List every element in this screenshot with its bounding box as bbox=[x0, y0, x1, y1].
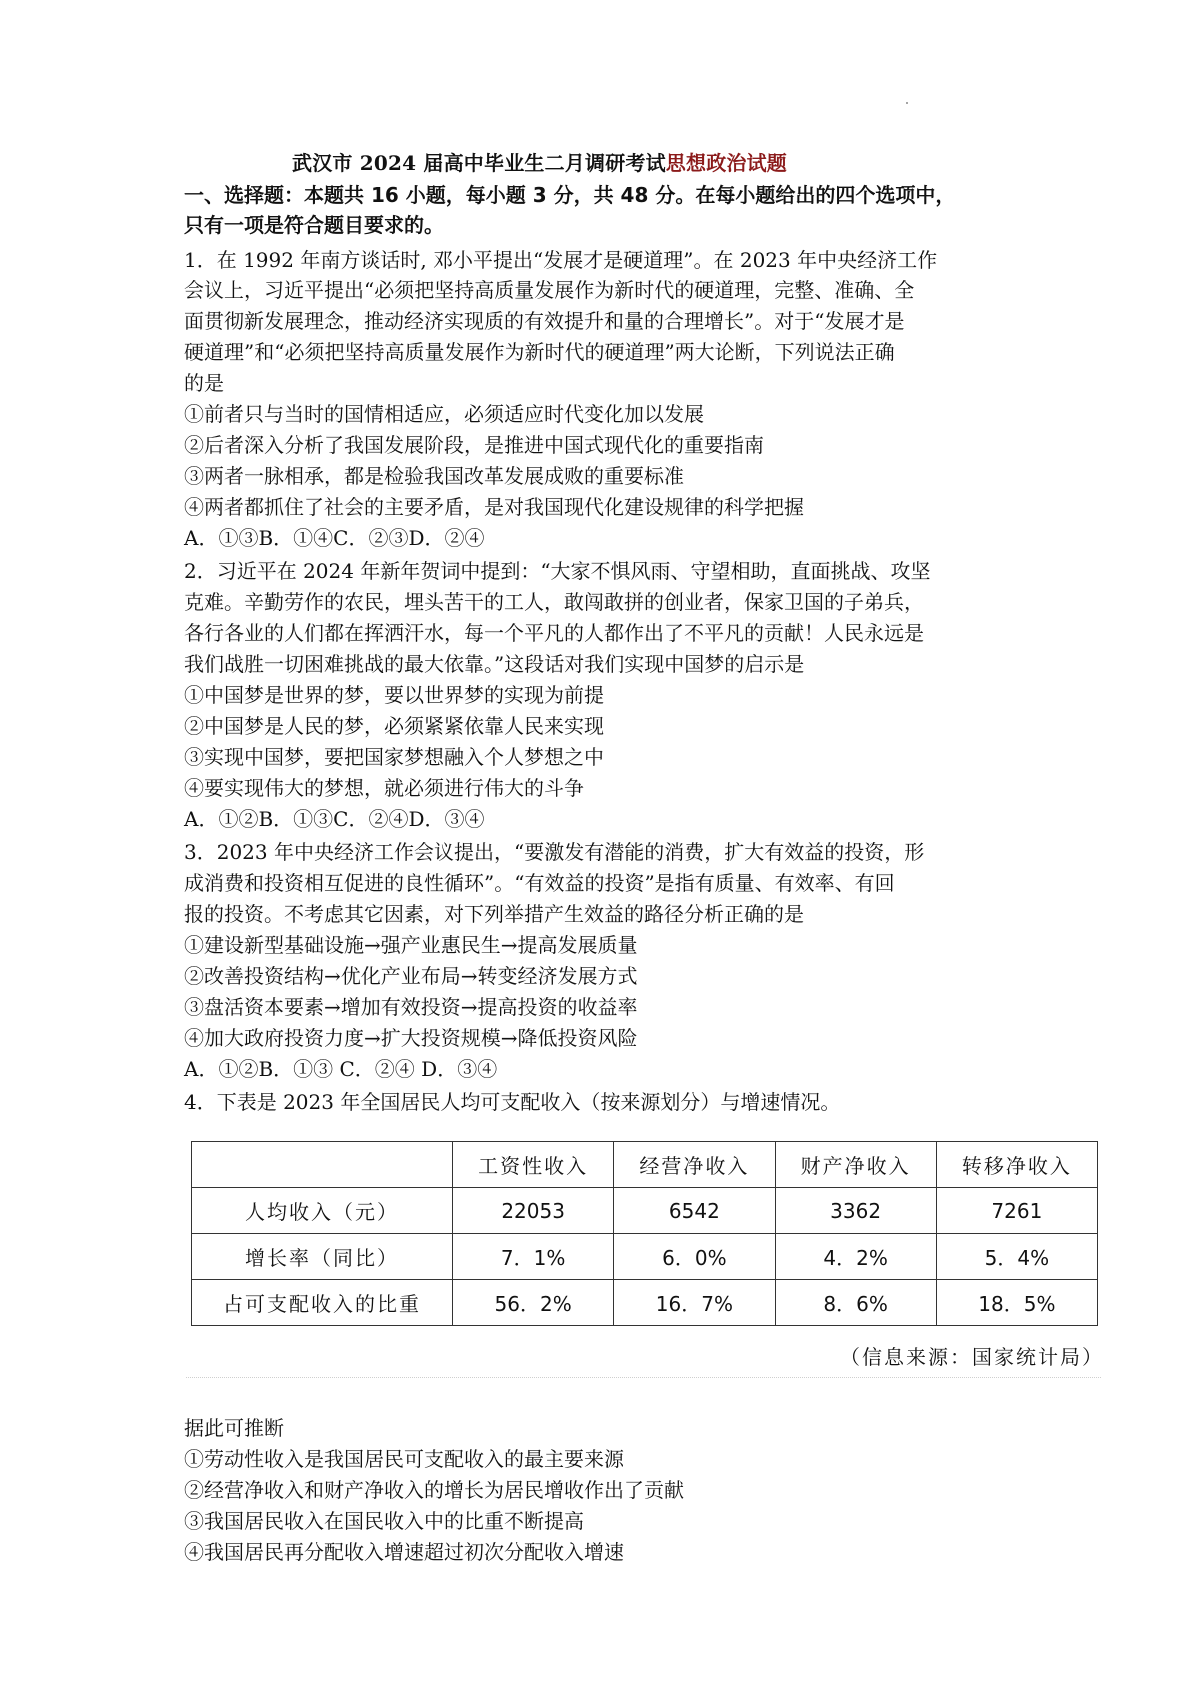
section-heading-line-1: 一、选择题：本题共 16 小题，每小题 3 分，共 48 分。在每小题给出的四个选项中， bbox=[184, 183, 956, 207]
exam-title-main: 武汉市 2024 届高中毕业生二月调研考试 bbox=[292, 151, 666, 175]
q2-stem-line: 克难。辛勤劳作的农民，埋头苦干的工人，敢闯敢拼的创业者，保家卫国的子弟兵， bbox=[184, 590, 924, 614]
q4-option: ④我国居民再分配收入增速超过初次分配收入增速 bbox=[184, 1540, 624, 1564]
table-header-cell: 财产净收入 bbox=[775, 1142, 936, 1188]
divider bbox=[186, 1377, 1101, 1378]
q1-stem-line: 会议上，习近平提出“必须把坚持高质量发展作为新时代的硬道理，完整、准确、全 bbox=[184, 278, 915, 302]
q3-option: ①建设新型基础设施→强产业惠民生→提高发展质量 bbox=[184, 933, 638, 957]
table-row bbox=[192, 1280, 1098, 1326]
q1-choices: A．①③B．①④C．②③D．②④ bbox=[184, 526, 485, 550]
table-header-cell bbox=[192, 1142, 453, 1188]
q2-stem-line: 2．习近平在 2024 年新年贺词中提到：“大家不惧风雨、守望相助，直面挑战、攻坚 bbox=[184, 559, 931, 583]
q4-lead: 据此可推断 bbox=[184, 1416, 284, 1440]
table-cell: 4．2% bbox=[775, 1234, 936, 1280]
table-cell: 18．5% bbox=[936, 1280, 1097, 1326]
table-row-label: 增长率（同比） bbox=[192, 1234, 453, 1280]
q1-option: ②后者深入分析了我国发展阶段，是推进中国式现代化的重要指南 bbox=[184, 433, 764, 457]
q2-option: ④要实现伟大的梦想，就必须进行伟大的斗争 bbox=[184, 776, 584, 800]
table-cell: 6．0% bbox=[614, 1234, 775, 1280]
table-row bbox=[192, 1188, 1098, 1234]
table-header-row bbox=[192, 1142, 1098, 1188]
q2-stem-line: 我们战胜一切困难挑战的最大依靠。”这段话对我们实现中国梦的启示是 bbox=[184, 652, 805, 676]
table-header-cell: 经营净收入 bbox=[614, 1142, 775, 1188]
table-cell: 3362 bbox=[775, 1188, 936, 1234]
table-header-cell: 转移净收入 bbox=[936, 1142, 1097, 1188]
q1-stem-line: 1．在 1992 年南方谈话时, 邓小平提出“发展才是硬道理”。在 2023 年中央经济工作 bbox=[184, 248, 938, 272]
income-table bbox=[191, 1141, 1098, 1326]
table-source-note: （信息来源：国家统计局） bbox=[840, 1345, 1104, 1369]
table-cell: 56．2% bbox=[453, 1280, 614, 1326]
table-cell: 16．7% bbox=[614, 1280, 775, 1326]
q4-stem-line: 4．下表是 2023 年全国居民人均可支配收入（按来源划分）与增速情况。 bbox=[184, 1090, 841, 1114]
q3-stem-line: 报的投资。不考虑其它因素，对下列举措产生效益的路径分析正确的是 bbox=[184, 902, 804, 926]
table-cell: 7．1% bbox=[453, 1234, 614, 1280]
q1-option: ③两者一脉相承，都是检验我国改革发展成败的重要标准 bbox=[184, 464, 684, 488]
q2-option: ③实现中国梦，要把国家梦想融入个人梦想之中 bbox=[184, 745, 604, 769]
section-heading-line-2: 只有一项是符合题目要求的。 bbox=[184, 213, 444, 237]
exam-title-subject: 思想政治试题 bbox=[665, 151, 787, 175]
q4-option: ②经营净收入和财产净收入的增长为居民增收作出了贡献 bbox=[184, 1478, 684, 1502]
q3-option: ②改善投资结构→优化产业布局→转变经济发展方式 bbox=[184, 964, 638, 988]
table-row bbox=[192, 1234, 1098, 1280]
q4-option: ③我国居民收入在国民收入中的比重不断提高 bbox=[184, 1509, 584, 1533]
table-row-label: 人均收入（元） bbox=[192, 1188, 453, 1234]
q3-choices: A．①②B．①③ C．②④ D．③④ bbox=[184, 1057, 498, 1081]
q2-choices: A．①②B．①③C．②④D．③④ bbox=[184, 807, 485, 831]
exam-title bbox=[292, 147, 787, 176]
q1-option: ④两者都抓住了社会的主要矛盾，是对我国现代化建设规律的科学把握 bbox=[184, 495, 804, 519]
table-row-label: 占可支配收入的比重 bbox=[192, 1280, 453, 1326]
q1-stem-line: 面贯彻新发展理念，推动经济实现质的有效提升和量的合理增长”。对于“发展才是 bbox=[184, 309, 905, 333]
q1-stem-line: 的是 bbox=[184, 371, 224, 395]
q1-stem-line: 硬道理”和“必须把坚持高质量发展作为新时代的硬道理”两大论断，下列说法正确 bbox=[184, 340, 895, 364]
table-cell: 6542 bbox=[614, 1188, 775, 1234]
speck-mark bbox=[906, 102, 908, 104]
table-cell: 8．6% bbox=[775, 1280, 936, 1326]
q3-stem-line: 成消费和投资相互促进的良性循环”。“有效益的投资”是指有质量、有效率、有回 bbox=[184, 871, 895, 895]
q3-option: ③盘活资本要素→增加有效投资→提高投资的收益率 bbox=[184, 995, 638, 1019]
table-cell: 7261 bbox=[936, 1188, 1097, 1234]
q2-option: ②中国梦是人民的梦，必须紧紧依靠人民来实现 bbox=[184, 714, 604, 738]
q2-option: ①中国梦是世界的梦，要以世界梦的实现为前提 bbox=[184, 683, 604, 707]
table-cell: 5．4% bbox=[936, 1234, 1097, 1280]
q2-stem-line: 各行各业的人们都在挥洒汗水，每一个平凡的人都作出了不平凡的贡献！人民永远是 bbox=[184, 621, 924, 645]
table-cell: 22053 bbox=[453, 1188, 614, 1234]
q4-option: ①劳动性收入是我国居民可支配收入的最主要来源 bbox=[184, 1447, 624, 1471]
q1-option: ①前者只与当时的国情相适应，必须适应时代变化加以发展 bbox=[184, 402, 704, 426]
q3-option: ④加大政府投资力度→扩大投资规模→降低投资风险 bbox=[184, 1026, 638, 1050]
table-header-cell: 工资性收入 bbox=[453, 1142, 614, 1188]
q3-stem-line: 3．2023 年中央经济工作会议提出，“要激发有潜能的消费，扩大有效益的投资，形 bbox=[184, 840, 925, 864]
